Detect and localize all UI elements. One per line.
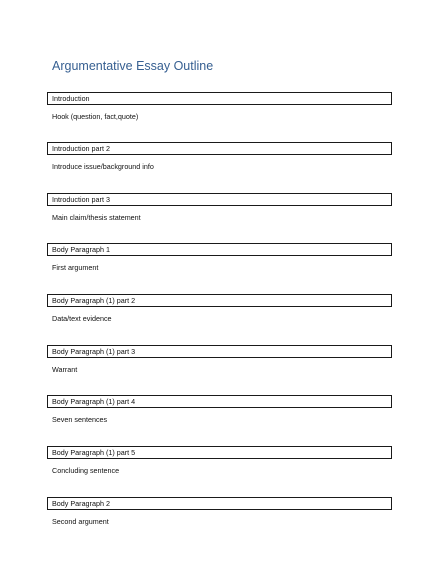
- outline-section-introduction-part-3: [47, 193, 392, 223]
- outline-section-introduction-part-2: [47, 142, 392, 172]
- section-heading-box: Introduction: [47, 92, 392, 105]
- outline-section-body-paragraph-1-part-4: [47, 395, 392, 425]
- section-detail: Main claim/thesis statement: [52, 213, 141, 222]
- section-detail: Hook (question, fact,quote): [52, 112, 139, 121]
- section-heading-box: Introduction part 3: [47, 193, 392, 206]
- outline-section-introduction: [47, 92, 392, 122]
- section-heading-box: Body Paragraph 1: [47, 243, 392, 256]
- section-detail: Warrant: [52, 365, 78, 374]
- section-heading-box: Body Paragraph (1) part 2: [47, 294, 392, 307]
- section-detail: Introduce issue/background info: [52, 162, 154, 171]
- outline-section-body-paragraph-1-part-5: [47, 446, 392, 476]
- document-title: Argumentative Essay Outline: [52, 59, 214, 73]
- section-detail: Data/text evidence: [52, 314, 112, 323]
- section-detail: First argument: [52, 263, 99, 272]
- outline-section-body-paragraph-1: [47, 243, 392, 273]
- outline-section-body-paragraph-1-part-3: [47, 345, 392, 375]
- section-detail: Second argument: [52, 517, 109, 526]
- outline-section-body-paragraph-2: [47, 497, 392, 527]
- outline-section-body-paragraph-1-part-2: [47, 294, 392, 324]
- section-detail: Seven sentences: [52, 415, 108, 424]
- section-heading-box: Body Paragraph (1) part 3: [47, 345, 392, 358]
- section-detail: Concluding sentence: [52, 466, 120, 475]
- section-heading-box: Body Paragraph (1) part 4: [47, 395, 392, 408]
- section-heading-box: Body Paragraph (1) part 5: [47, 446, 392, 459]
- section-heading-box: Body Paragraph 2: [47, 497, 392, 510]
- section-heading-box: Introduction part 2: [47, 142, 392, 155]
